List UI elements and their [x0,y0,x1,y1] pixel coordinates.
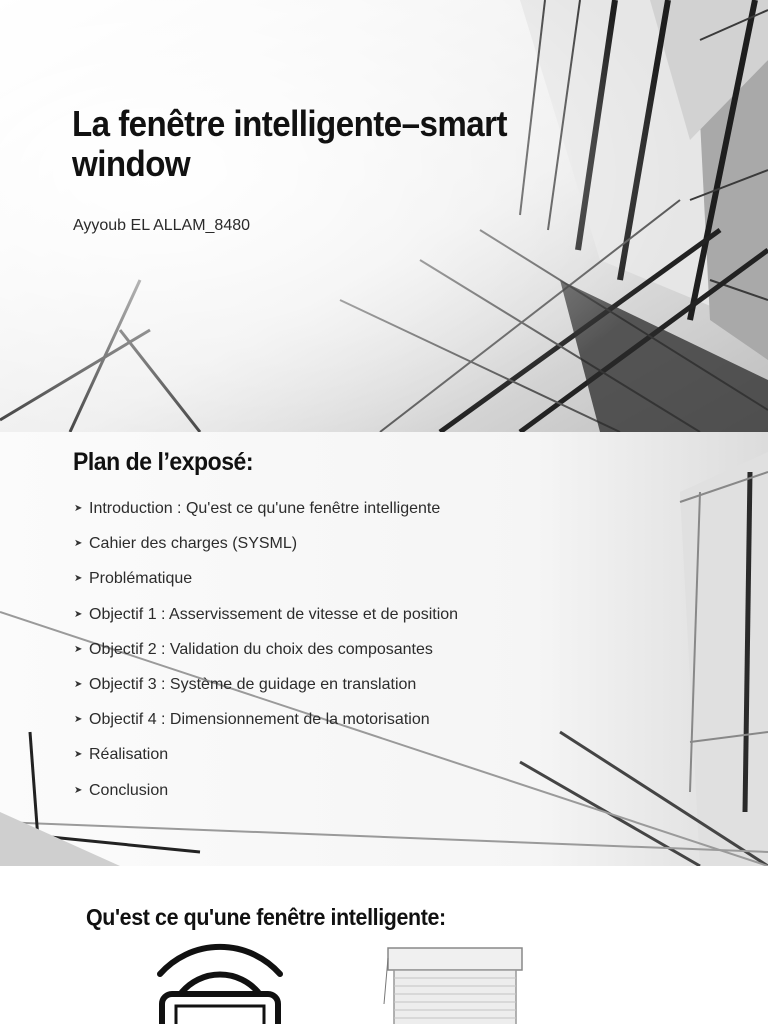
list-item: ➤ Objectif 2 : Validation du choix des composantes [74,640,433,658]
arrow-bullet-icon: ➤ [74,678,83,690]
architecture-background-image [0,0,768,432]
list-item: ➤ Problématique [74,570,193,588]
arrow-bullet-icon: ➤ [74,538,83,550]
slide-title: Qu'est ce qu'une fenêtre intelligente: [86,904,446,930]
slide-title: La fenêtre intelligente–smart window [72,103,507,184]
list-item: ➤ Cahier des charges (SYSML) [74,535,298,553]
slide-subtitle-author: Ayyoub EL ALLAM_8480 [73,217,251,234]
arrow-bullet-icon: ➤ [74,608,83,620]
arrow-bullet-icon: ➤ [74,573,83,585]
arrow-bullet-icon: ➤ [74,749,83,761]
list-item: ➤ Conclusion [74,781,169,799]
arrow-bullet-icon: ➤ [74,784,83,796]
roller-shutter-icon [380,944,530,1024]
slide-1[interactable] [0,0,768,432]
list-item: ➤ Introduction : Qu'est ce qu'une fenêtre intelligente [74,500,441,517]
tablet-wifi-icon [150,934,290,1024]
list-item: ➤ Objectif 1 : Asservissement de vitesse et de position [74,605,459,623]
list-item: ➤ Objectif 3 : Système de guidage en translation [74,675,417,693]
slide-3[interactable] [0,866,768,1024]
slide-title: Plan de l’exposé: [73,448,254,476]
list-item: ➤ Objectif 4 : Dimensionnement de la motorisation [74,711,430,729]
arrow-bullet-icon: ➤ [74,643,83,655]
slide-2[interactable] [0,432,768,866]
arrow-bullet-icon: ➤ [74,503,83,514]
list-item: ➤ Réalisation [74,746,169,764]
plan-list [74,500,458,817]
arrow-bullet-icon: ➤ [74,714,83,726]
